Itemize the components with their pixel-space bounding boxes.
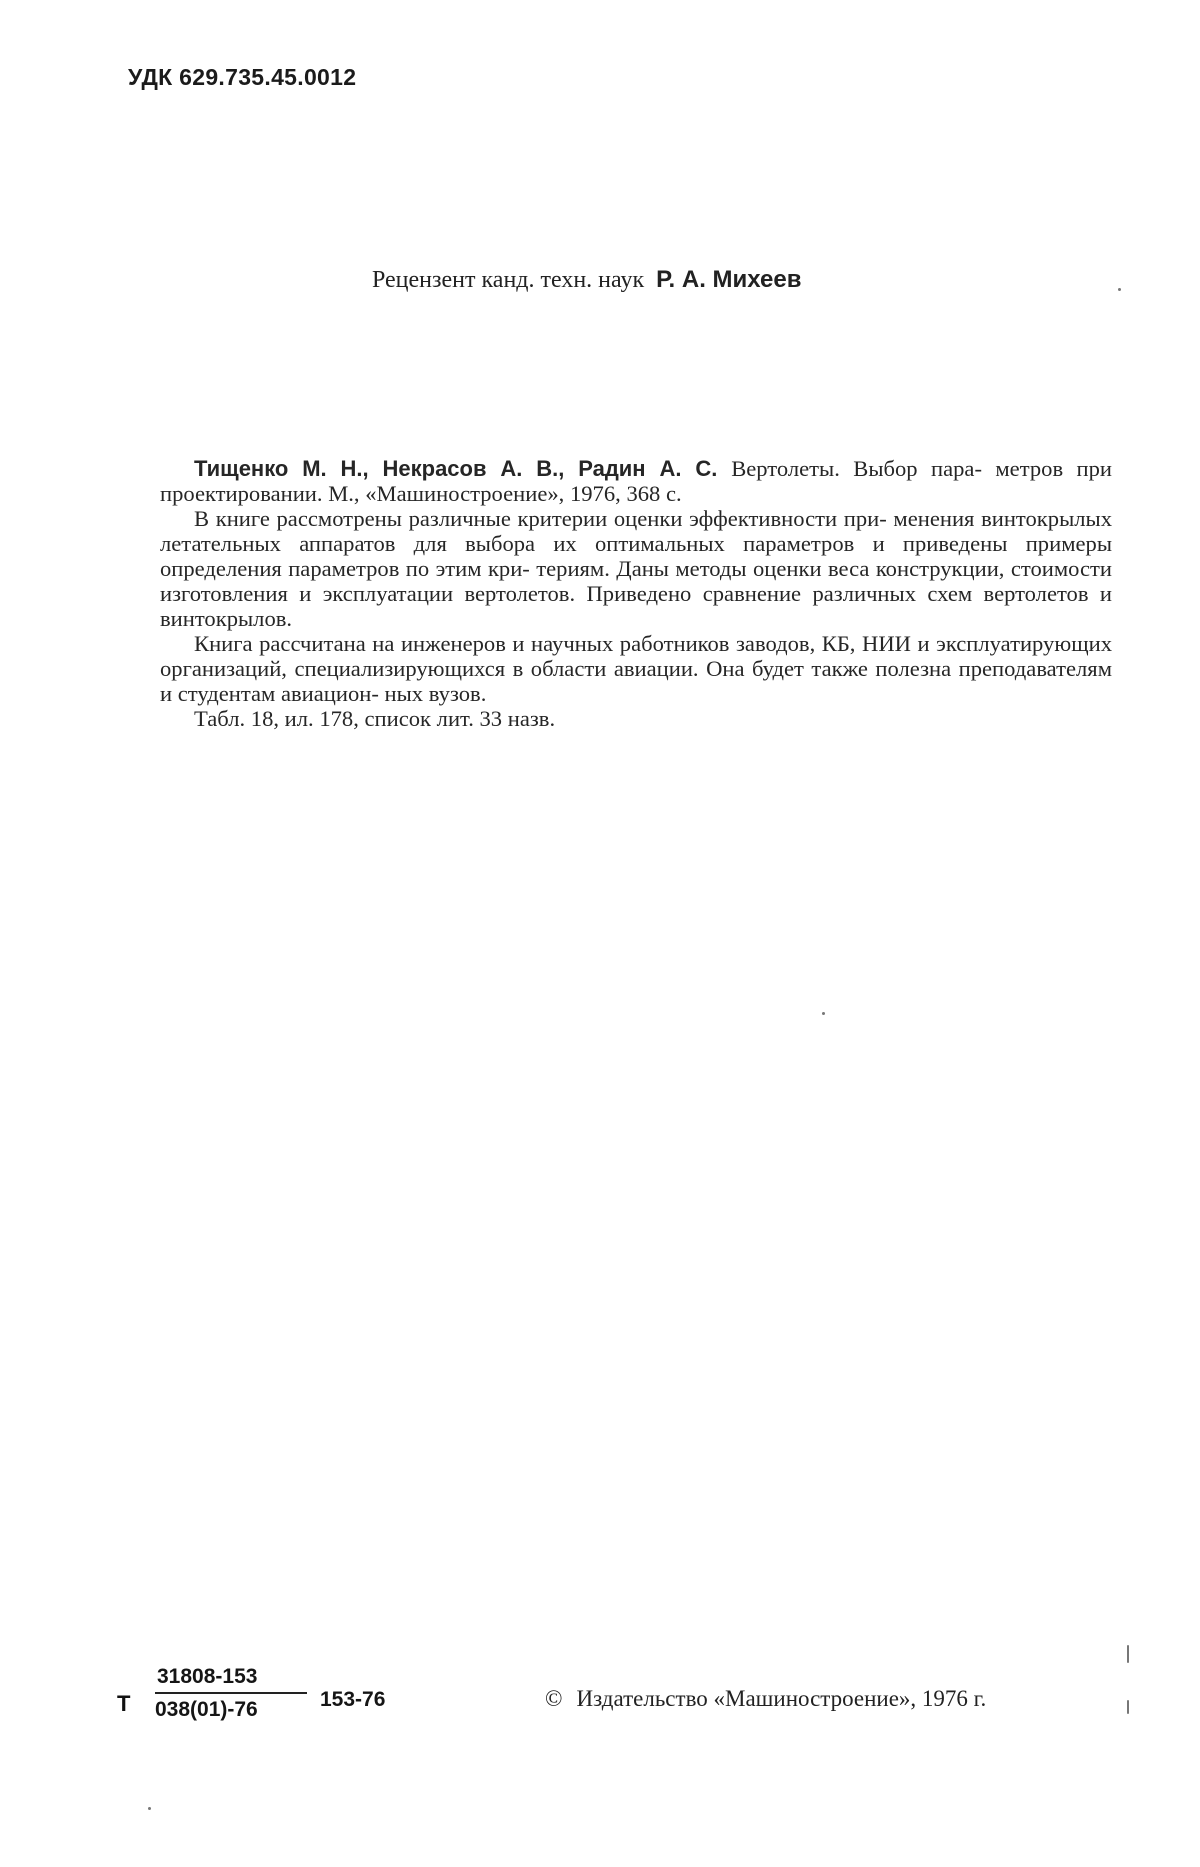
reviewer-line bbox=[372, 266, 801, 294]
annotation-paragraph-2 bbox=[160, 631, 1112, 706]
p2-line: ных вузов. bbox=[384, 681, 487, 706]
imprint-letter: Т bbox=[117, 1691, 131, 1716]
p2-line: Книга рассчитана на инженеров и научных работников заводов, КБ, bbox=[194, 631, 862, 656]
imprint-code: 153-76 bbox=[320, 1688, 386, 1711]
annotation-counts: Табл. 18, ил. 178, список лит. 33 назв. bbox=[194, 706, 556, 731]
authors: Тищенко М. Н., Некрасов А. В., Радин А. С. bbox=[194, 456, 732, 481]
reviewer-name: Р. А. Михеев bbox=[656, 266, 802, 293]
imprint-numerator: 31808-153 bbox=[157, 1665, 258, 1688]
reviewer-prefix: Рецензент канд. техн. наук bbox=[372, 267, 645, 293]
scan-speck bbox=[148, 1807, 151, 1810]
imprint-denominator: 038(01)-76 bbox=[155, 1698, 258, 1721]
p1-line: эксплуатации вертолетов. Приведено сравнение различных схем вертолетов bbox=[322, 581, 1100, 606]
annotation-block bbox=[160, 456, 1112, 731]
p1-line: и винтокрылов. bbox=[160, 581, 1112, 631]
p1-line: В книге рассмотрены различные критерии оценки эффективности при- bbox=[194, 506, 887, 531]
p1-line: менения винтокрылых летательных аппаратов для выбора их оптимальных bbox=[160, 506, 1112, 556]
scan-speck bbox=[822, 1012, 825, 1015]
annotation-paragraph-1 bbox=[160, 506, 1112, 631]
p2-line: авиации. Она будет также полезна преподавателям и студентам авиацион- bbox=[160, 656, 1112, 706]
p2-line: НИИ и эксплуатирующих организаций, специализирующихся в области bbox=[160, 631, 1112, 681]
scan-speck bbox=[1127, 1645, 1129, 1663]
imprint-fraction bbox=[155, 1662, 307, 1726]
p1-line: териям. Даны методы оценки веса конструкции, стоимости изготовления и bbox=[160, 556, 1112, 606]
citation-publisher: метров при проектировании. М., «Машиностроение», 1976, 368 с. bbox=[160, 456, 1112, 506]
scan-speck bbox=[1127, 1700, 1129, 1714]
scan-speck bbox=[1118, 288, 1121, 291]
copyright-text: Издательство «Машиностроение», 1976 г. bbox=[576, 1686, 987, 1711]
udc-code: УДК 629.735.45.0012 bbox=[128, 64, 357, 90]
citation-title: Вертолеты. Выбор пара- bbox=[731, 456, 982, 481]
bibliographic-citation bbox=[160, 456, 1112, 506]
p1-line: параметров и приведены примеры определения параметров по этим кри- bbox=[160, 531, 1112, 581]
copyright-icon: © bbox=[545, 1686, 563, 1711]
copyright-line bbox=[545, 1686, 986, 1712]
